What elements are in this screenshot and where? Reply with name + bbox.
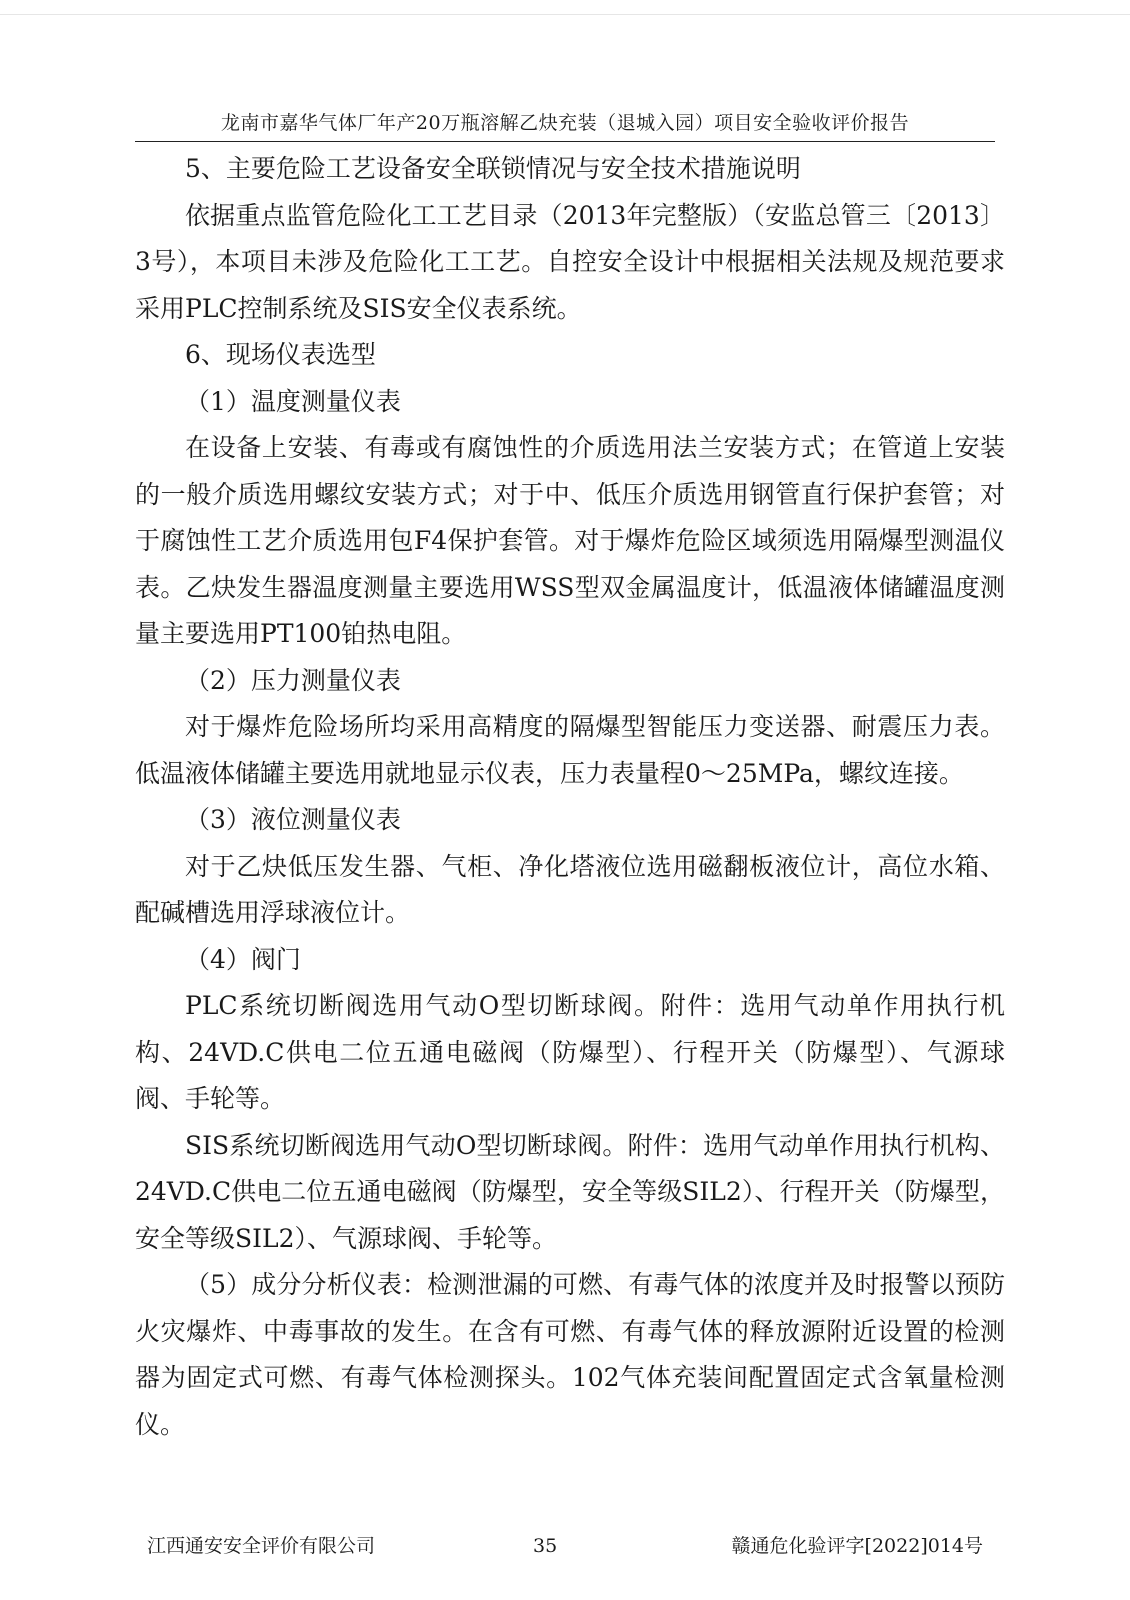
paragraph-level: 对于乙炔低压发生器、气柜、净化塔液位选用磁翻板液位计，高位水箱、配碱槽选用浮球液位计。 (135, 851, 1005, 927)
subheading-level: （3）液位测量仪表 (185, 805, 401, 834)
section-heading-instrument-selection: 6、现场仪表选型 (185, 340, 376, 369)
paragraph-temperature: 在设备上安装、有毒或有腐蚀性的介质选用法兰安装方式；在管道上安装的一般介质选用螺纹安装方式；对于中、低压介质选用钢管直行保护套管；对于腐蚀性工艺介质选用包F4保护套管。对于爆炸危险区域须选用隔爆型测温仪表。乙炔发生器温度测量主要选用WSS型双金属温度计，低温液体储罐温度测量主要选用PT100铂热电阻。 (135, 433, 1005, 648)
footer-page-number: 35 (533, 1535, 558, 1557)
page-footer (135, 1532, 995, 1560)
paragraph-sis-valves: SIS系统切断阀选用气动O型切断球阀。附件：选用气动单作用执行机构、24VD.C供电二位五通电磁阀（防爆型，安全等级SIL2）、行程开关（防爆型，安全等级SIL2）、气源球阀、手轮等。 (135, 1130, 1005, 1253)
subheading-valves: （4）阀门 (185, 944, 301, 974)
paragraph-pressure: 对于爆炸危险场所均采用高精度的隔爆型智能压力变送器、耐震压力表。低温液体储罐主要选用就地显示仪表，压力表量程0～25MPa，螺纹连接。 (135, 712, 1005, 788)
paragraph-process-basis: 依据重点监管危险化工工艺目录（2013年完整版）（安监总管三〔2013〕3号），本项目未涉及危险化工工艺。自控安全设计中根据相关法规及规范要求采用PLC控制系统及SIS安全仪表系统。 (135, 200, 1005, 323)
footer-report-number: 赣通危化验评字[2022]014号 (731, 1535, 983, 1557)
section-heading-interlock: 5、主要危险工艺设备安全联锁情况与安全技术措施说明 (185, 154, 801, 183)
subheading-temperature: （1）温度测量仪表 (185, 386, 401, 416)
scan-edge-line (0, 14, 1130, 15)
header-divider (135, 141, 995, 142)
paragraph-plc-valves: PLC系统切断阀选用气动O型切断球阀。附件：选用气动单作用执行机构、24VD.C供电二位五通电磁阀（防爆型）、行程开关（防爆型）、气源球阀、手轮等。 (135, 991, 1005, 1113)
footer-company: 江西通安安全评价有限公司 (147, 1535, 376, 1557)
paragraph-gas-analysis: （5）成分分析仪表：检测泄漏的可燃、有毒气体的浓度并及时报警以预防火灾爆炸、中毒事故的发生。在含有可燃、有毒气体的释放源附近设置的检测器为固定式可燃、有毒气体检测探头。102气体充装间配置固定式含氧量检测仪。 (135, 1270, 1005, 1439)
subheading-pressure: （2）压力测量仪表 (185, 665, 401, 695)
document-body (135, 146, 1005, 1448)
page-header-title: 龙南市嘉华气体厂年产20万瓶溶解乙炔充装（退城入园）项目安全验收评价报告 (220, 112, 910, 134)
